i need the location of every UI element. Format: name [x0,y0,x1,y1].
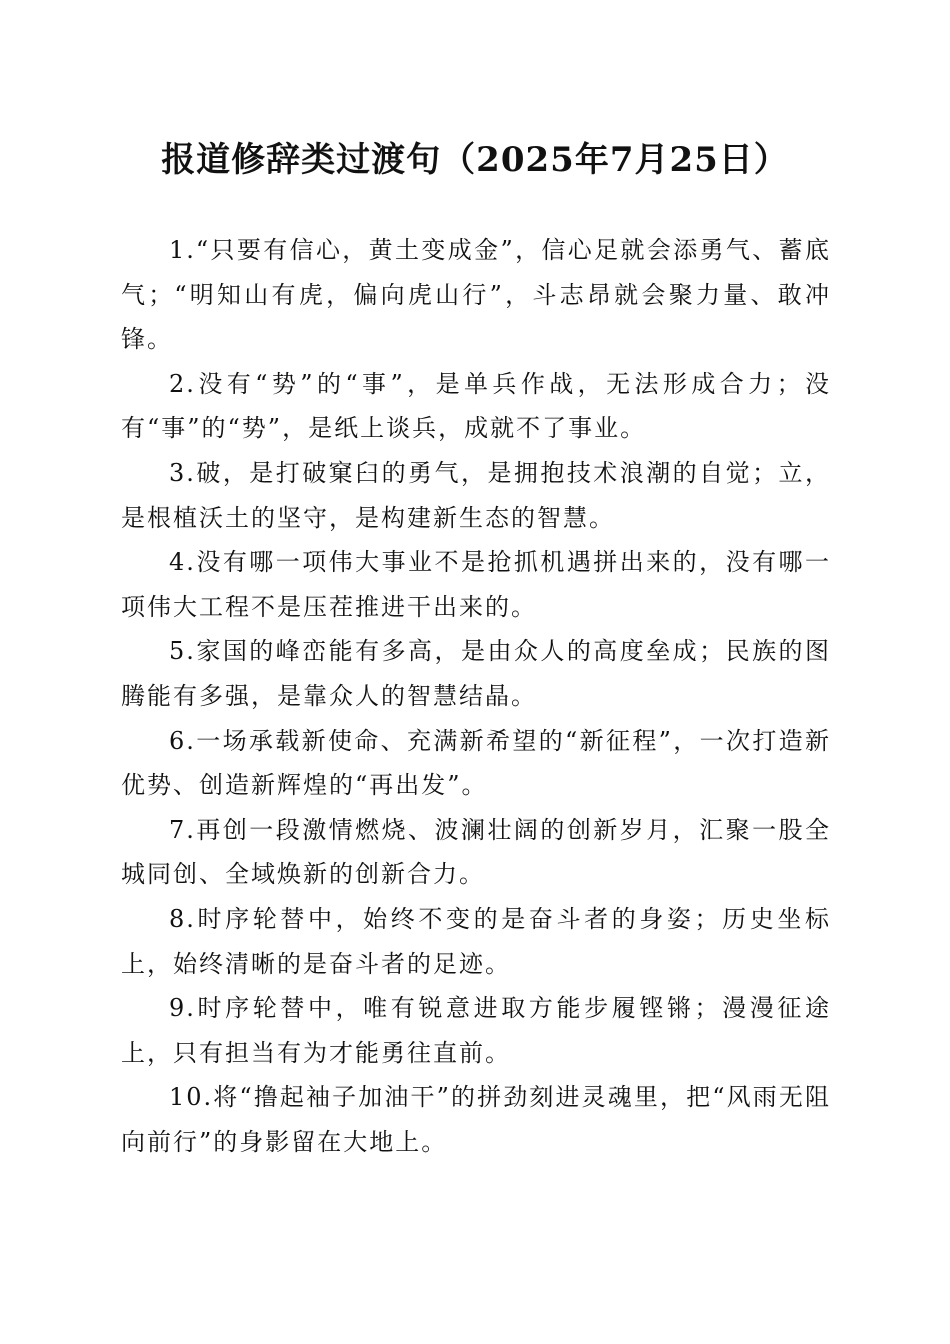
paragraph-8: 8.时序轮替中，始终不变的是奋斗者的身姿；历史坐标上，始终清晰的是奋斗者的足迹。 [121,904,831,978]
document-body [121,228,831,1164]
paragraph-3: 3.破，是打破窠臼的勇气，是拥抱技术浪潮的自觉；立，是根植沃土的坚守，是构建新生态的智慧。 [121,458,831,532]
paragraph-4: 4.没有哪一项伟大事业不是抢抓机遇拼出来的，没有哪一项伟大工程不是压茬推进干出来的。 [121,548,831,621]
paragraph-6: 6.一场承载新使命、充满新希望的“新征程”，一次打造新优势、创造新辉煌的“再出发”。 [121,726,831,800]
paragraph-7: 7.再创一段激情燃烧、波澜壮阔的创新岁月，汇聚一股全城同创、全域焕新的创新合力。 [121,815,831,889]
paragraph-5: 5.家国的峰峦能有多高，是由众人的高度垒成；民族的图腾能有多强，是靠众人的智慧结晶。 [121,637,831,710]
paragraph-1: 1.“只要有信心，黄土变成金”，信心足就会添勇气、蓄底气；“明知山有虎，偏向虎山行”，斗志昂就会聚力量、敢冲锋。 [121,236,831,354]
paragraph-9: 9.时序轮替中，唯有锐意进取方能步履铿锵；漫漫征途上，只有担当有为才能勇往直前。 [121,994,831,1067]
paragraph-10: 10.将“撸起袖子加油干”的拼劲刻进灵魂里，把“风雨无阻向前行”的身影留在大地上。 [121,1083,831,1156]
document-title: 报道修辞类过渡句（2025年7月25日） [161,140,789,180]
paragraph-2: 2.没有“势”的“事”，是单兵作战，无法形成合力；没有“事”的“势”，是纸上谈兵，成就不了事业。 [121,369,831,443]
